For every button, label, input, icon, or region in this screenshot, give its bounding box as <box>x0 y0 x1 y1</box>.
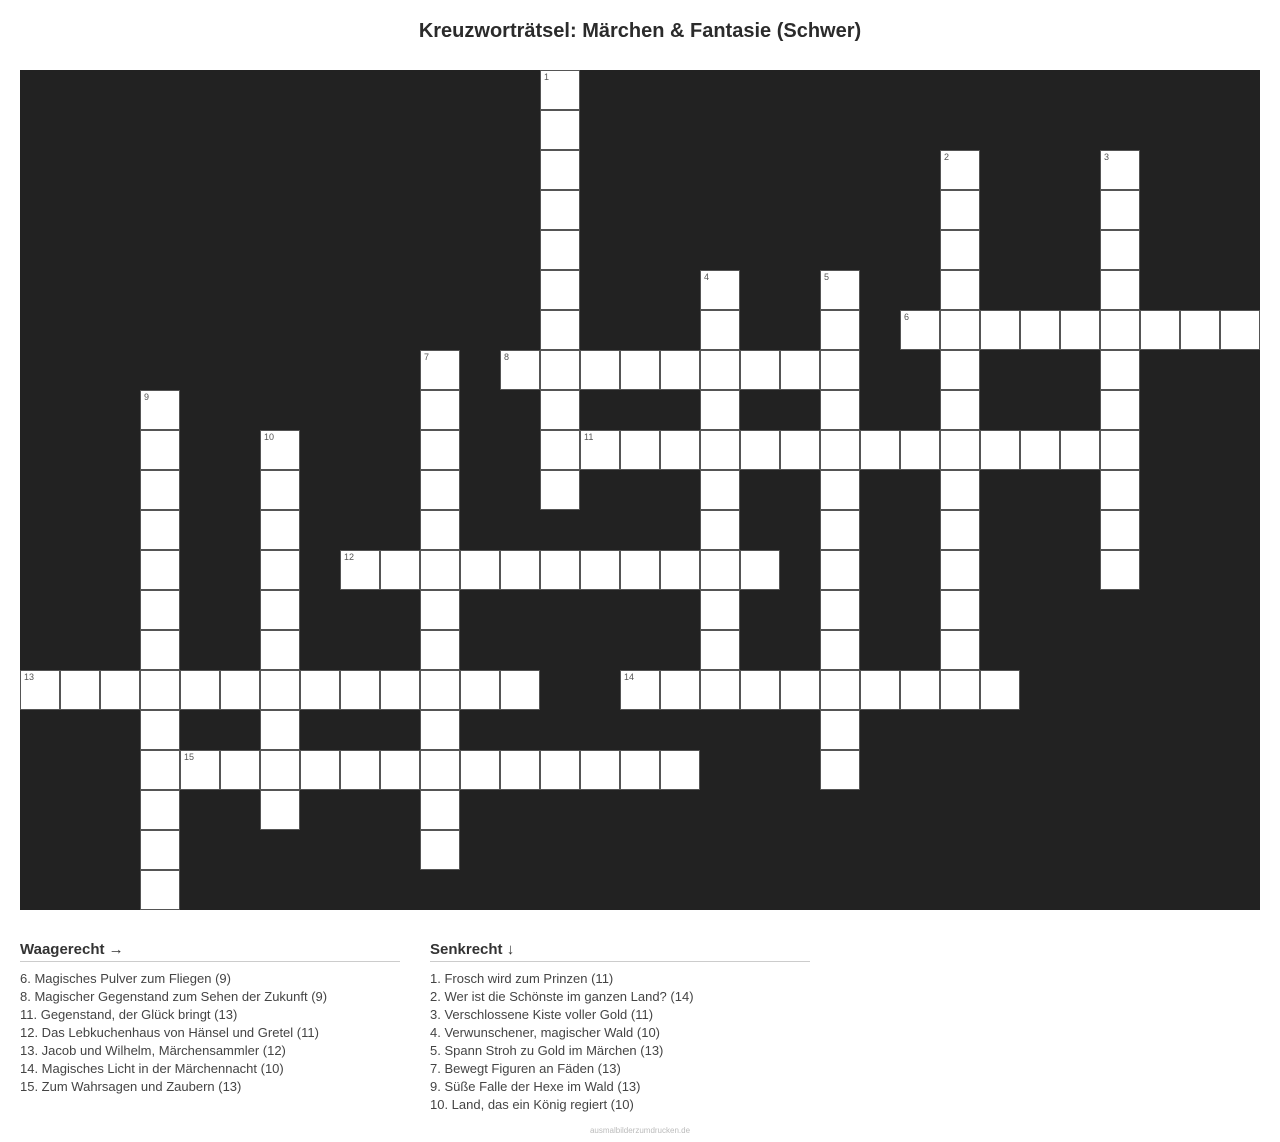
grid-cell[interactable] <box>580 750 620 790</box>
grid-cell[interactable] <box>940 230 980 270</box>
across-clue: 13. Jacob und Wilhelm, Märchensammler (12) <box>20 1043 286 1058</box>
grid-cell[interactable] <box>940 150 980 190</box>
grid-cell[interactable] <box>1100 390 1140 430</box>
grid-cell[interactable] <box>140 630 180 670</box>
grid-cell[interactable] <box>660 750 700 790</box>
grid-cell[interactable] <box>1100 190 1140 230</box>
grid-cell[interactable] <box>100 670 140 710</box>
grid-cell[interactable] <box>1100 470 1140 510</box>
grid-cell[interactable] <box>420 670 460 710</box>
clue-number: 12 <box>344 552 355 562</box>
grid-cell[interactable] <box>260 670 300 710</box>
grid-cell[interactable] <box>140 550 180 590</box>
grid-cell[interactable] <box>820 310 860 350</box>
grid-cell[interactable] <box>140 470 180 510</box>
grid-cell[interactable] <box>940 550 980 590</box>
grid-cell[interactable] <box>740 550 780 590</box>
grid-cell[interactable] <box>820 590 860 630</box>
clue-number: 6 <box>904 312 910 322</box>
page-title: Kreuzworträtsel: Märchen & Fantasie (Schwer) <box>418 20 862 42</box>
clue-number: 3 <box>1104 152 1110 162</box>
grid-cell[interactable] <box>340 750 380 790</box>
down-clue: 10. Land, das ein König regiert (10) <box>430 1097 634 1112</box>
grid-cell[interactable] <box>780 350 820 390</box>
grid-cell[interactable] <box>140 430 180 470</box>
clue-number: 5 <box>824 272 830 282</box>
grid-cell[interactable] <box>580 350 620 390</box>
grid-cell[interactable] <box>700 270 740 310</box>
grid-cell[interactable] <box>460 550 500 590</box>
grid-cell[interactable] <box>940 630 980 670</box>
grid-cell[interactable] <box>1060 430 1100 470</box>
grid-cell[interactable] <box>260 550 300 590</box>
grid-cell[interactable] <box>780 430 820 470</box>
grid-cell[interactable] <box>620 430 660 470</box>
grid-cell[interactable] <box>820 710 860 750</box>
grid-cell[interactable] <box>260 510 300 550</box>
grid-cell[interactable] <box>980 310 1020 350</box>
grid-cell[interactable] <box>420 550 460 590</box>
grid-cell[interactable] <box>1220 310 1260 350</box>
grid-cell[interactable] <box>420 510 460 550</box>
clue-number: 8 <box>504 352 510 362</box>
grid-cell[interactable] <box>660 350 700 390</box>
grid-cell[interactable] <box>1100 230 1140 270</box>
grid-cell[interactable] <box>540 270 580 310</box>
grid-cell[interactable] <box>60 670 100 710</box>
grid-cell[interactable] <box>140 590 180 630</box>
grid-cell[interactable] <box>540 390 580 430</box>
grid-cell[interactable] <box>700 670 740 710</box>
grid-cell[interactable] <box>540 190 580 230</box>
grid-cell[interactable] <box>820 630 860 670</box>
grid-cell[interactable] <box>420 790 460 830</box>
across-clue: 11. Gegenstand, der Glück bringt (13) <box>20 1007 238 1022</box>
clue-number: 13 <box>24 672 35 682</box>
grid-cell[interactable] <box>220 750 260 790</box>
grid-cell[interactable] <box>260 710 300 750</box>
grid-cell[interactable] <box>540 470 580 510</box>
grid-cell[interactable] <box>140 710 180 750</box>
grid-cell[interactable] <box>620 350 660 390</box>
grid-cell[interactable] <box>700 350 740 390</box>
grid-cell[interactable] <box>820 670 860 710</box>
grid-cell[interactable] <box>420 750 460 790</box>
grid-cell[interactable] <box>700 590 740 630</box>
footer-watermark: ausmalbilderzumdrucken.de <box>589 1126 691 1135</box>
grid-cell[interactable] <box>260 430 300 470</box>
grid-cell[interactable] <box>1100 150 1140 190</box>
grid-cell[interactable] <box>860 430 900 470</box>
grid-cell[interactable] <box>540 550 580 590</box>
grid-cell[interactable] <box>900 670 940 710</box>
clue-number: 4 <box>704 272 710 282</box>
grid-cell[interactable] <box>420 390 460 430</box>
across-clue: 8. Magischer Gegenstand zum Sehen der Zukunft (9) <box>20 989 328 1004</box>
grid-cell[interactable] <box>180 670 220 710</box>
grid-cell[interactable] <box>420 830 460 870</box>
grid-cell[interactable] <box>420 710 460 750</box>
down-clue: 1. Frosch wird zum Prinzen (11) <box>430 971 614 986</box>
grid-cell[interactable] <box>1180 310 1220 350</box>
across-heading: Waagerecht → <box>20 940 400 962</box>
grid-cell[interactable] <box>820 750 860 790</box>
clue-number: 9 <box>144 392 150 402</box>
grid-cell[interactable] <box>900 310 940 350</box>
grid-cell[interactable] <box>20 670 60 710</box>
grid-cell[interactable] <box>740 670 780 710</box>
grid-cell[interactable] <box>940 470 980 510</box>
grid-cell[interactable] <box>700 470 740 510</box>
grid-cell[interactable] <box>940 350 980 390</box>
grid-cell[interactable] <box>180 750 220 790</box>
down-clue: 4. Verwunschener, magischer Wald (10) <box>430 1025 661 1040</box>
grid-cell[interactable] <box>700 630 740 670</box>
grid-cell[interactable] <box>300 750 340 790</box>
grid-cell[interactable] <box>140 870 180 910</box>
across-clue: 15. Zum Wahrsagen und Zaubern (13) <box>20 1079 242 1094</box>
grid-cell[interactable] <box>500 350 540 390</box>
grid-cell[interactable] <box>740 430 780 470</box>
grid-cell[interactable] <box>340 670 380 710</box>
grid-cell[interactable] <box>820 470 860 510</box>
grid-cell[interactable] <box>820 270 860 310</box>
grid-cell[interactable] <box>340 550 380 590</box>
grid-cell[interactable] <box>460 750 500 790</box>
grid-cell[interactable] <box>1100 510 1140 550</box>
down-clue: 2. Wer ist die Schönste im ganzen Land? (14) <box>430 989 694 1004</box>
grid-cell[interactable] <box>820 390 860 430</box>
grid-cell[interactable] <box>1020 310 1060 350</box>
grid-cell[interactable] <box>940 270 980 310</box>
down-clue: 7. Bewegt Figuren an Fäden (13) <box>430 1061 621 1076</box>
grid-cell[interactable] <box>860 670 900 710</box>
grid-cell[interactable] <box>140 750 180 790</box>
grid-cell[interactable] <box>420 590 460 630</box>
grid-cell[interactable] <box>700 510 740 550</box>
grid-cell[interactable] <box>260 470 300 510</box>
grid-cell[interactable] <box>780 670 820 710</box>
grid-cell[interactable] <box>260 630 300 670</box>
grid-cell[interactable] <box>540 150 580 190</box>
grid-cell[interactable] <box>420 350 460 390</box>
grid-cell[interactable] <box>1100 310 1140 350</box>
crossword-grid <box>20 70 1260 910</box>
grid-cell[interactable] <box>380 670 420 710</box>
grid-cell[interactable] <box>420 470 460 510</box>
grid-cell[interactable] <box>540 70 580 110</box>
grid-cell[interactable] <box>540 750 580 790</box>
grid-cell[interactable] <box>1060 310 1100 350</box>
grid-cell[interactable] <box>1140 310 1180 350</box>
grid-cell[interactable] <box>1100 430 1140 470</box>
grid-cell[interactable] <box>700 310 740 350</box>
grid-cell[interactable] <box>620 670 660 710</box>
across-clue-list <box>20 970 400 1096</box>
grid-cell[interactable] <box>1100 550 1140 590</box>
across-clue: 6. Magisches Pulver zum Fliegen (9) <box>20 971 231 986</box>
grid-cell[interactable] <box>540 230 580 270</box>
grid-cell[interactable] <box>300 670 340 710</box>
grid-cell[interactable] <box>940 590 980 630</box>
down-clues-section <box>430 940 810 1114</box>
grid-cell[interactable] <box>140 830 180 870</box>
grid-cell[interactable] <box>580 550 620 590</box>
clue-number: 1 <box>544 72 550 82</box>
grid-cell[interactable] <box>660 550 700 590</box>
grid-cell[interactable] <box>260 590 300 630</box>
grid-cell[interactable] <box>540 430 580 470</box>
clue-number: 11 <box>584 432 594 442</box>
clue-number: 15 <box>184 752 195 762</box>
grid-cell[interactable] <box>580 430 620 470</box>
grid-cell[interactable] <box>940 390 980 430</box>
grid-cell[interactable] <box>940 310 980 350</box>
grid-cell[interactable] <box>820 350 860 390</box>
grid-cell[interactable] <box>1020 430 1060 470</box>
grid-cell[interactable] <box>620 750 660 790</box>
grid-cell[interactable] <box>140 790 180 830</box>
grid-cell[interactable] <box>1100 350 1140 390</box>
grid-cell[interactable] <box>500 670 540 710</box>
grid-cell[interactable] <box>380 750 420 790</box>
grid-cell[interactable] <box>940 510 980 550</box>
down-clue: 5. Spann Stroh zu Gold im Märchen (13) <box>430 1043 664 1058</box>
grid-cell[interactable] <box>540 110 580 150</box>
grid-cell[interactable] <box>820 430 860 470</box>
grid-cell[interactable] <box>980 430 1020 470</box>
clue-number: 2 <box>944 152 950 162</box>
grid-cell[interactable] <box>500 550 540 590</box>
grid-cell[interactable] <box>260 790 300 830</box>
across-clue: 14. Magisches Licht in der Märchennacht (10) <box>20 1061 284 1076</box>
grid-cell[interactable] <box>740 350 780 390</box>
down-clue: 9. Süße Falle der Hexe im Wald (13) <box>430 1079 641 1094</box>
grid-cell[interactable] <box>940 430 980 470</box>
grid-cell[interactable] <box>660 670 700 710</box>
grid-cell[interactable] <box>420 630 460 670</box>
grid-cell[interactable] <box>700 390 740 430</box>
grid-cell[interactable] <box>220 670 260 710</box>
grid-cell[interactable] <box>620 550 660 590</box>
grid-cell[interactable] <box>540 310 580 350</box>
grid-cell[interactable] <box>380 550 420 590</box>
grid-cell[interactable] <box>540 350 580 390</box>
across-clue: 12. Das Lebkuchenhaus von Hänsel und Gretel (11) <box>20 1025 319 1040</box>
grid-cell[interactable] <box>140 670 180 710</box>
grid-cell[interactable] <box>500 750 540 790</box>
grid-cell[interactable] <box>1100 270 1140 310</box>
grid-cell[interactable] <box>140 390 180 430</box>
grid-cell[interactable] <box>260 750 300 790</box>
grid-cell[interactable] <box>660 430 700 470</box>
grid-cell[interactable] <box>420 430 460 470</box>
clue-number: 10 <box>264 432 275 442</box>
grid-cell[interactable] <box>700 550 740 590</box>
down-heading: Senkrecht ↓ <box>430 940 810 962</box>
grid-cell[interactable] <box>820 550 860 590</box>
grid-cell[interactable] <box>940 190 980 230</box>
grid-cell[interactable] <box>820 510 860 550</box>
grid-cell[interactable] <box>140 510 180 550</box>
grid-cell[interactable] <box>980 670 1020 710</box>
grid-cell[interactable] <box>900 430 940 470</box>
down-clue-list <box>430 970 810 1114</box>
grid-cell[interactable] <box>460 670 500 710</box>
clue-number: 14 <box>624 672 635 682</box>
clue-number: 7 <box>424 352 430 362</box>
grid-cell[interactable] <box>940 670 980 710</box>
across-clues-section <box>20 940 400 1096</box>
down-clue: 3. Verschlossene Kiste voller Gold (11) <box>430 1007 654 1022</box>
grid-cell[interactable] <box>700 430 740 470</box>
